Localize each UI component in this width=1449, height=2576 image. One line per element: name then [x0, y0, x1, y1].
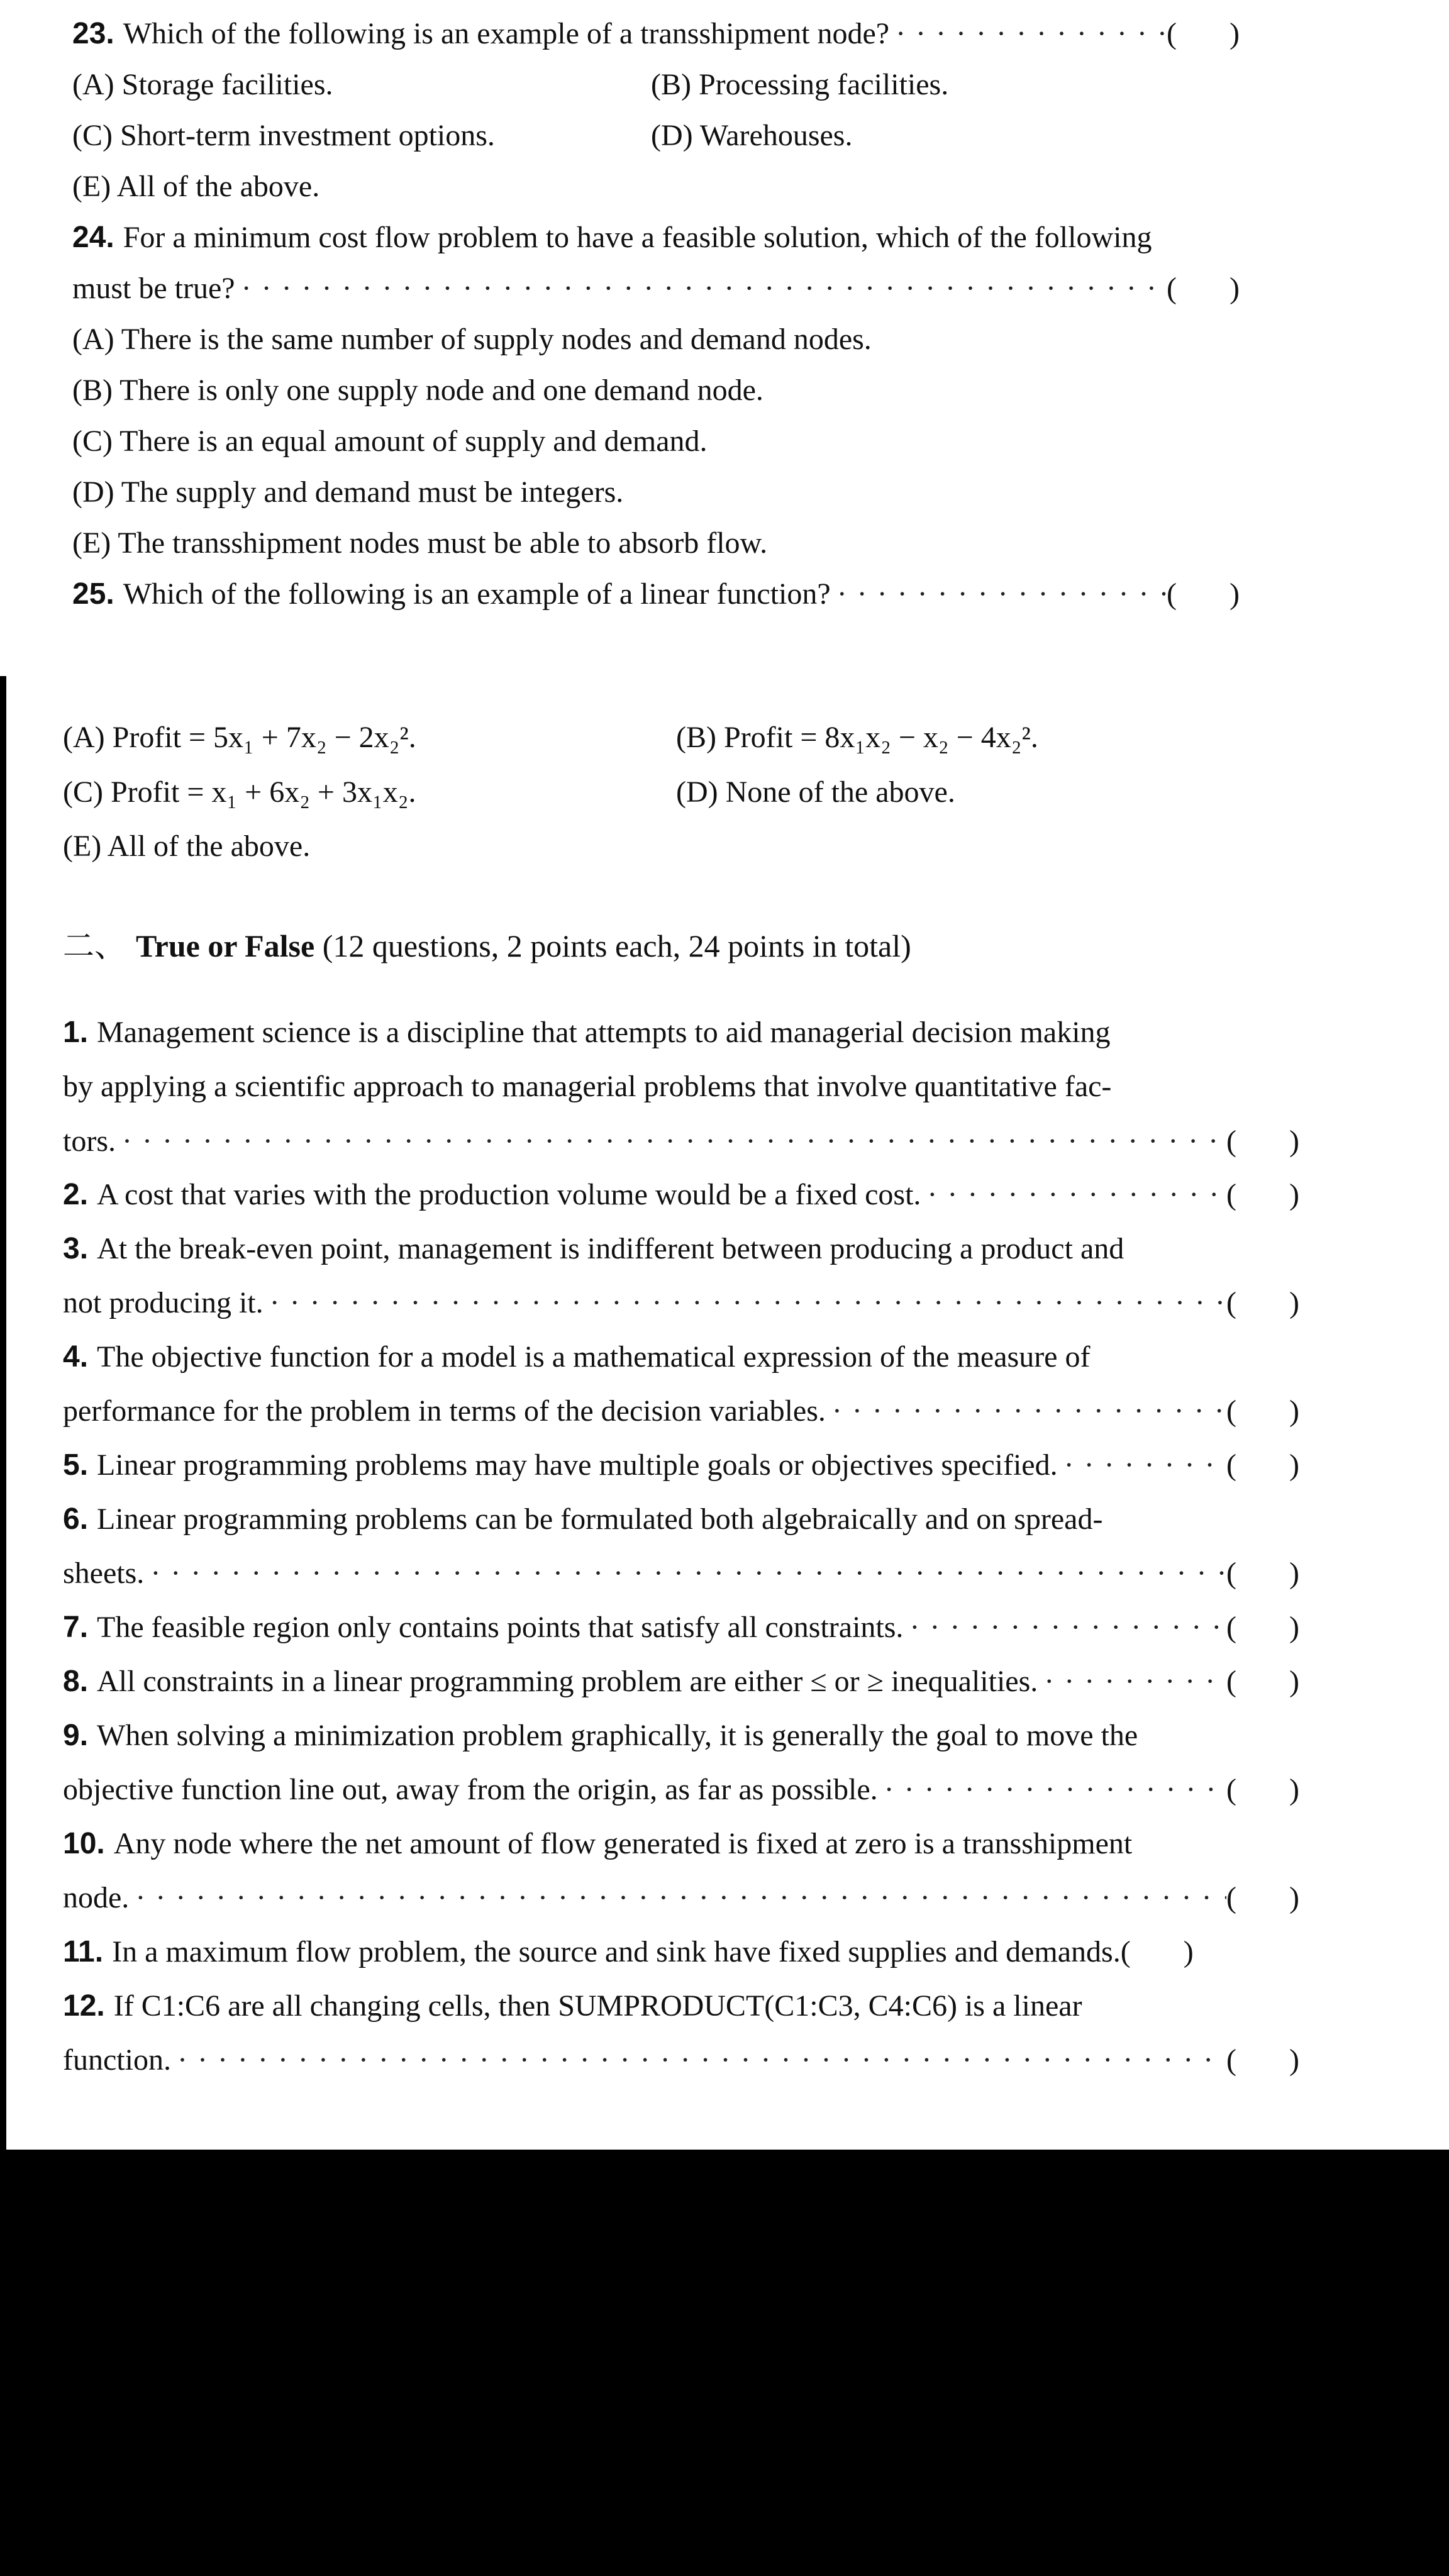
question-number: 10.: [63, 1827, 105, 1860]
answer-blank: ( ): [1120, 1935, 1194, 1968]
tf-question-4-line-2: [63, 1386, 1299, 1436]
answer-blank: ( ): [1167, 272, 1240, 305]
option-d: (D) The supply and demand must be integers.: [72, 475, 624, 509]
leader-dots: [927, 1170, 1226, 1220]
question-number: 2.: [63, 1178, 89, 1211]
answer-blank: ( ): [1226, 1178, 1299, 1211]
tf-question-1-line-3: [63, 1116, 1299, 1167]
question-text: Management science is a discipline that attempts to aid managerial decision making: [97, 1016, 1111, 1049]
tf-question-1-line-1: [63, 1008, 1296, 1058]
option-e: (E) All of the above.: [72, 170, 320, 203]
question-text: Which of the following is an example of a transshipment node?: [123, 17, 890, 50]
answer-blank: ( ): [1226, 1557, 1299, 1590]
paper-sheet-top: [0, 0, 1449, 676]
leader-dots: [150, 1548, 1226, 1599]
question-text: For a minimum cost flow problem to have a feasible solution, which of the following: [123, 221, 1152, 254]
option-a: (A) Profit = 5x₁ + 7x₂ − 2x₂².: [63, 721, 416, 754]
option-b: (B) Processing facilities.: [651, 68, 949, 101]
question-number: 24.: [72, 221, 114, 254]
section-description: (12 questions, 2 points each, 24 points in total): [322, 928, 911, 963]
option-e: (E) The transshipment nodes must be able to absorb flow.: [72, 526, 768, 560]
question-number: 8.: [63, 1665, 89, 1698]
question-text: A cost that varies with the production volume would be a fixed cost.: [97, 1178, 921, 1211]
tf-question-12-line-2: [63, 2035, 1299, 2085]
question-text: All constraints in a linear programming problem are either ≤ or ≥ inequalities.: [97, 1665, 1038, 1698]
answer-blank: ( ): [1226, 1881, 1299, 1914]
leader-dots: [1044, 1657, 1226, 1707]
tf-question-6-line-2: [63, 1548, 1299, 1599]
leader-dots: [884, 1765, 1226, 1815]
question-text: The objective function for a model is a mathematical expression of the measure of: [97, 1340, 1091, 1374]
option-d: (D) Warehouses.: [651, 119, 853, 152]
question-number: 11.: [63, 1935, 104, 1968]
option-a: (A) There is the same number of supply nodes and demand nodes.: [72, 323, 872, 356]
section-title: True or False: [136, 928, 315, 963]
question-text: by applying a scientific approach to managerial problems that involve quantitative fac-: [63, 1070, 1112, 1103]
option-c: (C) There is an equal amount of supply and demand.: [72, 425, 708, 458]
answer-blank: ( ): [1226, 1773, 1299, 1806]
question-number: 12.: [63, 1989, 105, 2023]
option-c: (C) Profit = x₁ + 6x₂ + 3x₁x₂.: [63, 775, 416, 809]
tf-question-10-line-1: [63, 1819, 1296, 1869]
question-text: When solving a minimization problem graphically, it is generally the goal to move the: [97, 1719, 1138, 1752]
leader-dots: [270, 1278, 1226, 1328]
question-text: The feasible region only contains points that satisfy all constraints.: [97, 1611, 904, 1644]
question-number: 4.: [63, 1340, 89, 1374]
answer-blank: ( ): [1167, 17, 1240, 50]
leader-dots: [896, 9, 1167, 59]
leader-dots: [242, 264, 1167, 314]
question-text: function.: [63, 2043, 171, 2077]
question-text: Which of the following is an example of a linear function?: [123, 577, 831, 611]
question-text: At the break-even point, management is indifferent between producing a product and: [97, 1232, 1124, 1265]
question-text: sheets.: [63, 1557, 145, 1590]
answer-blank: ( ): [1226, 1611, 1299, 1644]
leader-dots: [909, 1602, 1226, 1653]
section-number: 二、: [63, 928, 126, 964]
leader-dots: [122, 1116, 1226, 1167]
answer-blank: ( ): [1226, 1124, 1299, 1158]
question-text: node.: [63, 1881, 130, 1914]
option-b: (B) There is only one supply node and one demand node.: [72, 374, 763, 407]
option-a: (A) Storage facilities.: [72, 68, 333, 101]
question-text: Linear programming problems can be formulated both algebraically and on spread-: [97, 1502, 1103, 1536]
answer-blank: ( ): [1167, 577, 1240, 611]
paper-sheet-bottom: [6, 676, 1449, 2150]
leader-dots: [135, 1873, 1226, 1923]
option-c: (C) Short-term investment options.: [72, 119, 495, 152]
answer-blank: ( ): [1226, 1286, 1299, 1319]
question-25: [72, 569, 1240, 619]
tf-question-2: [63, 1170, 1299, 1220]
answer-blank: ( ): [1226, 2043, 1299, 2077]
option-e: (E) All of the above.: [63, 830, 311, 863]
leader-dots: [1064, 1440, 1226, 1491]
option-b: (B) Profit = 8x₁x₂ − x₂ − 4x₂².: [676, 721, 1038, 754]
tf-question-4-line-1: [63, 1332, 1296, 1382]
tf-question-9-line-1: [63, 1711, 1296, 1761]
question-number: 23.: [72, 17, 114, 50]
tf-question-7: [63, 1602, 1299, 1653]
question-text: tors.: [63, 1124, 116, 1158]
question-text: In a maximum flow problem, the source and sink have fixed supplies and demands.: [112, 1935, 1121, 1968]
tf-question-1-line-2: [63, 1062, 1296, 1112]
question-number: 3.: [63, 1232, 89, 1265]
tf-question-3-line-1: [63, 1224, 1296, 1274]
tf-question-10-line-2: [63, 1873, 1299, 1923]
question-23: [72, 9, 1240, 59]
question-number: 6.: [63, 1502, 89, 1536]
question-24-line-1: [72, 213, 1236, 263]
tf-question-8: [63, 1657, 1299, 1707]
option-d: (D) None of the above.: [676, 775, 955, 809]
tf-question-6-line-1: [63, 1494, 1296, 1545]
answer-blank: ( ): [1226, 1665, 1299, 1698]
tf-question-11: [63, 1927, 1365, 1977]
leader-dots: [837, 569, 1167, 619]
question-text: If C1:C6 are all changing cells, then SUMPRODUCT(C1:C3, C4:C6) is a linear: [113, 1989, 1082, 2023]
section-heading: [63, 921, 911, 971]
question-text: Linear programming problems may have multiple goals or objectives specified.: [97, 1448, 1058, 1482]
question-24-line-2: [72, 264, 1240, 314]
question-text: not producing it.: [63, 1286, 264, 1319]
tf-question-9-line-2: [63, 1765, 1299, 1815]
leader-dots: [832, 1386, 1226, 1436]
question-text: objective function line out, away from the origin, as far as possible.: [63, 1773, 878, 1806]
tf-question-12-line-1: [63, 1981, 1296, 2031]
question-number: 9.: [63, 1719, 89, 1752]
question-text: Any node where the net amount of flow generated is fixed at zero is a transshipment: [113, 1827, 1133, 1860]
tf-question-5: [63, 1440, 1299, 1491]
answer-blank: ( ): [1226, 1448, 1299, 1482]
question-number: 1.: [63, 1016, 89, 1049]
answer-blank: ( ): [1226, 1394, 1299, 1428]
tf-question-3-line-2: [63, 1278, 1299, 1328]
leader-dots: [177, 2035, 1226, 2085]
question-text: performance for the problem in terms of the decision variables.: [63, 1394, 826, 1428]
question-number: 25.: [72, 577, 114, 611]
question-text: must be true?: [72, 272, 235, 305]
question-number: 7.: [63, 1611, 89, 1644]
question-number: 5.: [63, 1448, 89, 1482]
